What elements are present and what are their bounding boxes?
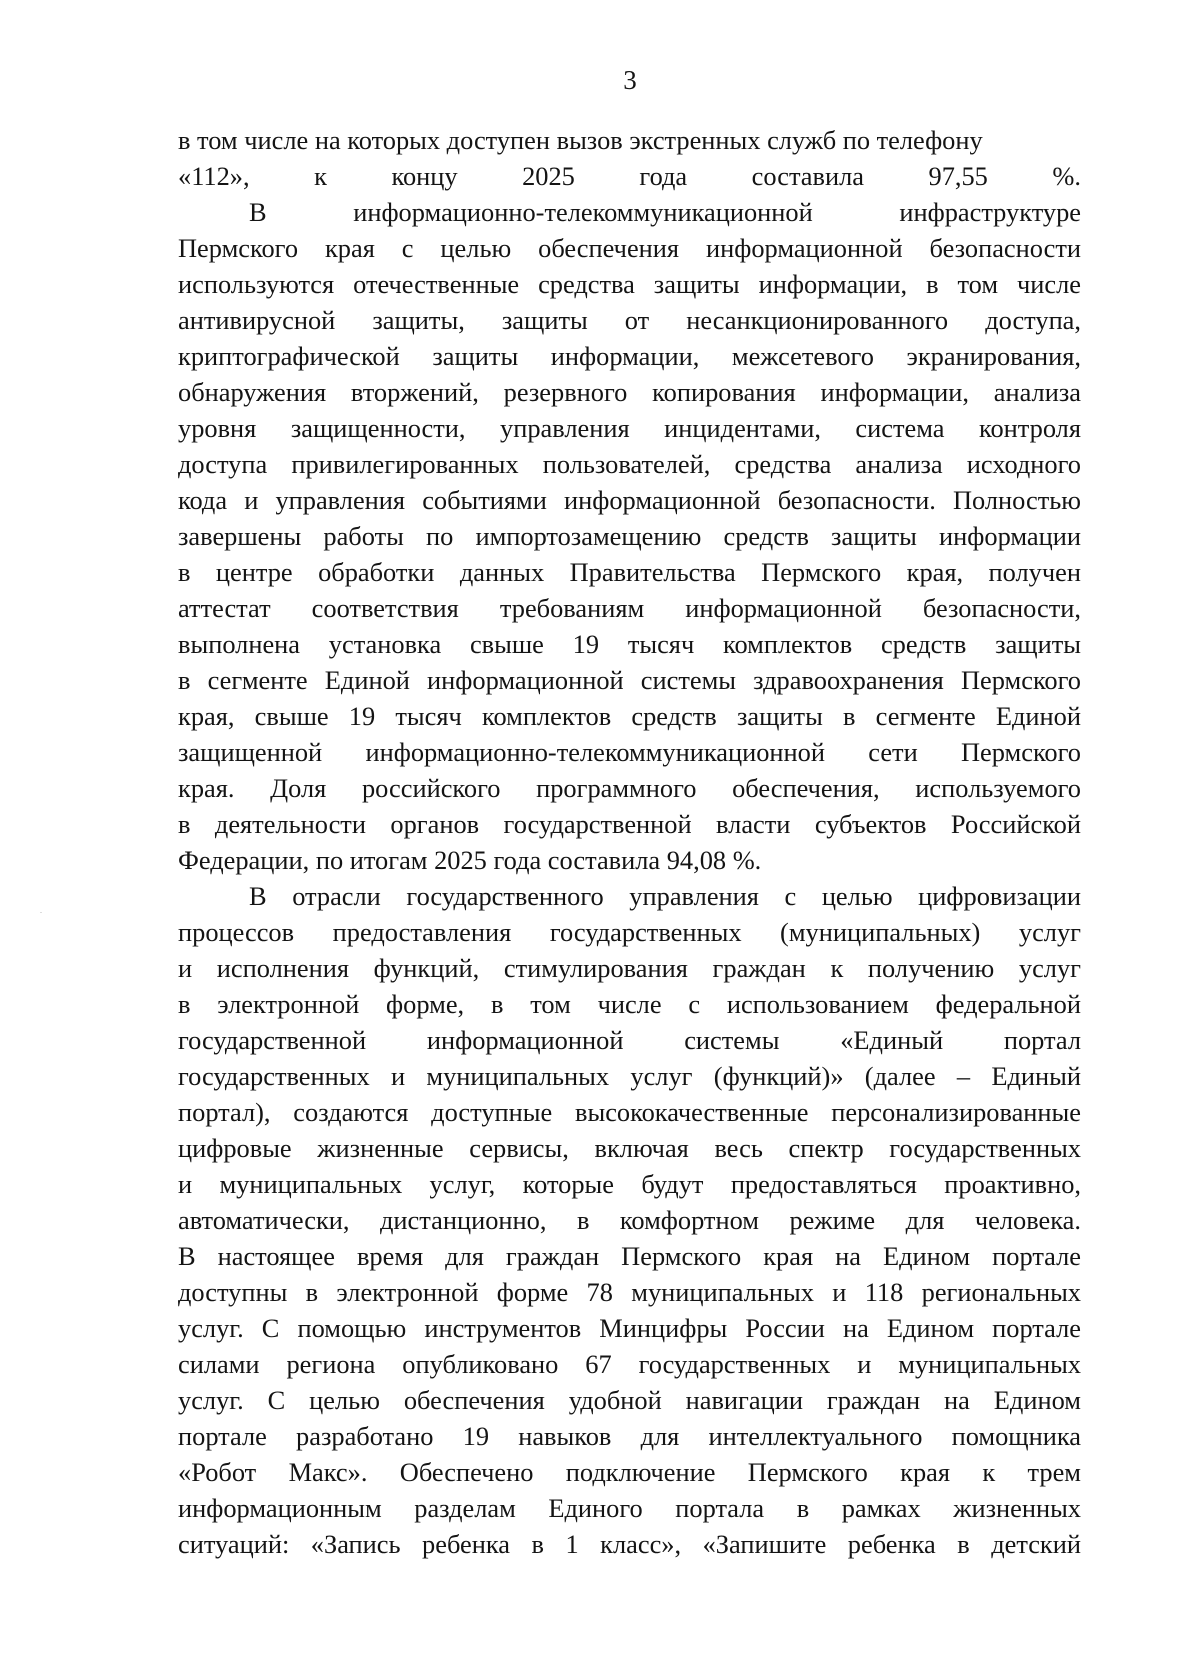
paragraph-line: цифровые жизненные сервисы, включая весь спектр государственных (178, 1133, 1081, 1163)
paragraph-line: Пермского края с целью обеспечения информационной безопасности (178, 233, 1081, 263)
paragraph-line: В информационно-телекоммуникационной инфраструктуре (249, 197, 1081, 227)
paragraph-line: услуг. С целью обеспечения удобной навигации граждан на Едином (178, 1385, 1081, 1415)
paragraph-line: в сегменте Единой информационной системы здравоохранения Пермского (178, 665, 1081, 695)
paragraph-line: процессов предоставления государственных (муниципальных) услуг (178, 917, 1081, 947)
paragraph-line: завершены работы по импортозамещению средств защиты информации (178, 521, 1081, 551)
paragraph-line: портал), создаются доступные высококачественные персонализированные (178, 1097, 1081, 1127)
paragraph-line: уровня защищенности, управления инцидентами, система контроля (178, 413, 1081, 443)
page-number: 3 (623, 65, 637, 95)
paragraph-line: «Робот Макс». Обеспечено подключение Пермского края к трем (178, 1457, 1081, 1487)
paragraph-line: автоматически, дистанционно, в комфортном режиме для человека. (178, 1205, 1081, 1235)
paragraph-line: аттестат соответствия требованиям информационной безопасности, (178, 593, 1081, 623)
paragraph-line: криптографической защиты информации, межсетевого экранирования, (178, 341, 1081, 371)
paragraph-line: кода и управления событиями информационной безопасности. Полностью (178, 485, 1081, 515)
paragraph-line: информационным разделам Единого портала в рамках жизненных (178, 1493, 1081, 1523)
paragraph-line: защищенной информационно-телекоммуникационной сети Пермского (178, 737, 1081, 767)
paragraph-line: используются отечественные средства защиты информации, в том числе (178, 269, 1081, 299)
paragraph-line: и муниципальных услуг, которые будут предоставляться проактивно, (178, 1169, 1081, 1199)
paragraph-line: края. Доля российского программного обеспечения, используемого (178, 773, 1081, 803)
paragraph-line: доступны в электронной форме 78 муниципальных и 118 региональных (178, 1277, 1081, 1307)
paragraph (178, 194, 1081, 878)
paragraph-line: в центре обработки данных Правительства Пермского края, получен (178, 557, 1081, 587)
paragraph-line: В настоящее время для граждан Пермского края на Едином портале (178, 1241, 1081, 1271)
paragraph-line: антивирусной защиты, защиты от несанкционированного доступа, (178, 305, 1081, 335)
paragraph-line: в том числе на которых доступен вызов экстренных служб по телефону (178, 125, 983, 155)
paragraph-line: выполнена установка свыше 19 тысяч комплектов средств защиты (178, 629, 1081, 659)
paragraph-line: услуг. С помощью инструментов Минцифры России на Едином портале (178, 1313, 1081, 1343)
paragraph-line: «112», к концу 2025 года составила 97,55 %. (178, 161, 1081, 191)
paragraph-line: ситуаций: «Запись ребенка в 1 класс», «Запишите ребенка в детский (178, 1529, 1081, 1559)
paragraph-line: обнаружения вторжений, резервного копирования информации, анализа (178, 377, 1081, 407)
paragraph-line: В отрасли государственного управления с целью цифровизации (249, 881, 1081, 911)
body-text (178, 122, 1081, 1562)
paragraph-line: в деятельности органов государственной власти субъектов Российской (178, 809, 1081, 839)
paragraph-line: портале разработано 19 навыков для интеллектуального помощника (178, 1421, 1081, 1451)
paragraph-line: в электронной форме, в том числе с использованием федеральной (178, 989, 1081, 1019)
paragraph-line: Федерации, по итогам 2025 года составила 94,08 %. (178, 845, 762, 875)
scan-mark (40, 912, 42, 913)
paragraph (178, 122, 1081, 194)
paragraph-line: доступа привилегированных пользователей, средства анализа исходного (178, 449, 1081, 479)
paragraph-line: силами региона опубликовано 67 государственных и муниципальных (178, 1349, 1081, 1379)
paragraph-line: и исполнения функций, стимулирования граждан к получению услуг (178, 953, 1081, 983)
paragraph-line: края, свыше 19 тысяч комплектов средств защиты в сегменте Единой (178, 701, 1081, 731)
paragraph-line: государственной информационной системы «Единый портал (178, 1025, 1081, 1055)
paragraph-line: государственных и муниципальных услуг (функций)» (далее – Единый (178, 1061, 1081, 1091)
paragraph (178, 878, 1081, 1562)
